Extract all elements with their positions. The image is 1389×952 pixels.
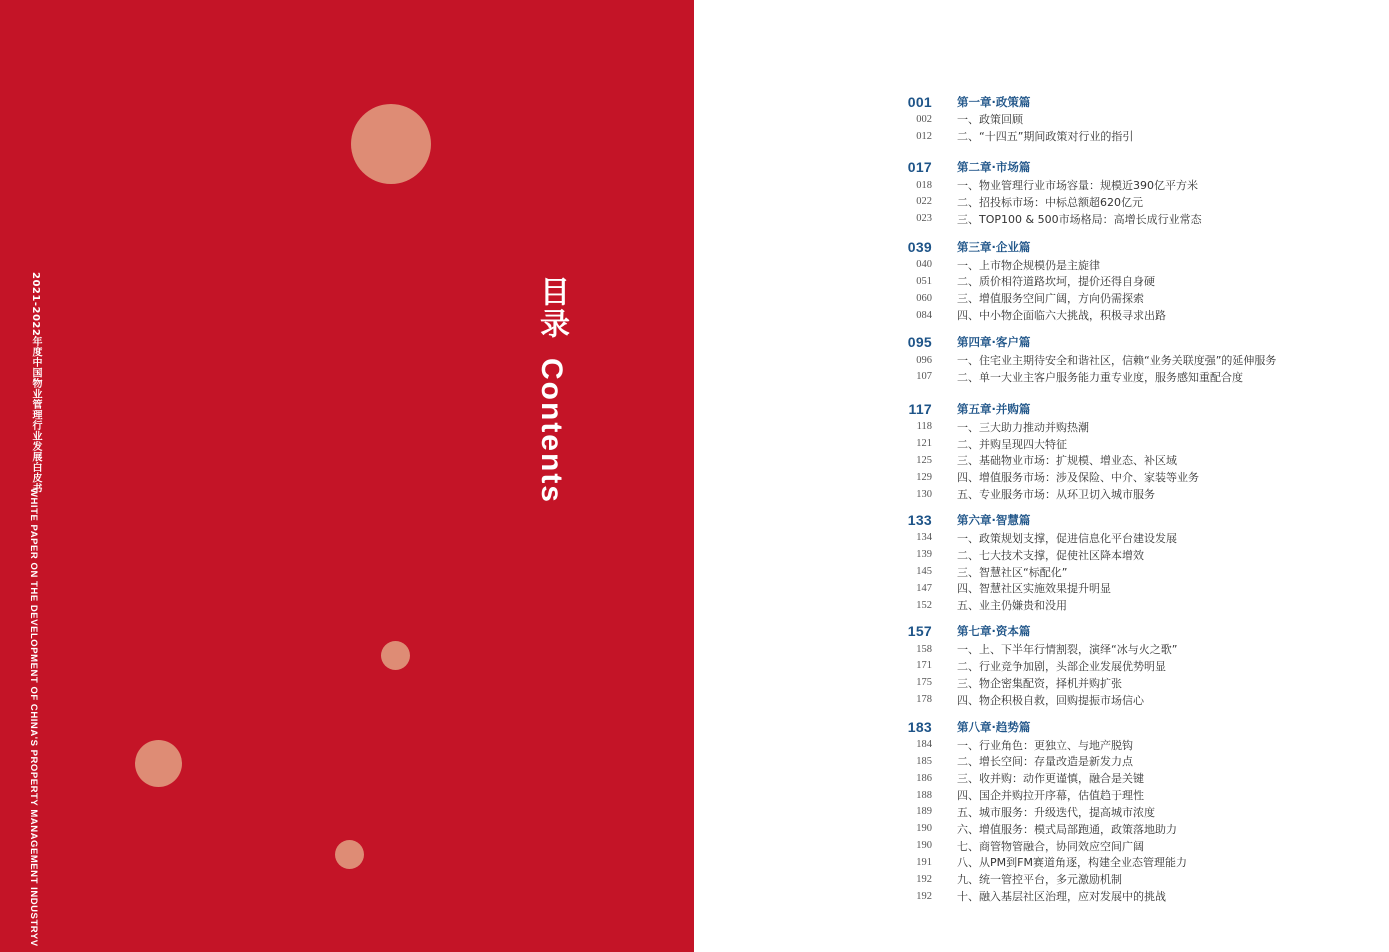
decorative-circle-small-bottom — [335, 840, 364, 869]
toc-chapter — [880, 622, 1360, 708]
entry-title: 二、单一大业主客户服务能力重专业度，服务感知重配合度 — [957, 370, 1243, 384]
entry-page-number: 191 — [916, 856, 932, 868]
entry-page-number: 175 — [916, 677, 932, 689]
toc-chapter — [880, 399, 1360, 502]
toc-entry[interactable] — [880, 128, 1360, 145]
chapter-page-number: 001 — [907, 93, 932, 110]
cover-panel — [0, 0, 694, 952]
entry-title: 六、增值服务：模式局部跑通，政策落地助力 — [957, 822, 1177, 836]
entry-page-number: 152 — [916, 599, 932, 611]
side-title-cn: 2021-2022年度中国物业管理行业发展白皮书 — [30, 272, 41, 494]
entry-title: 五、业主仍嫌贵和没用 — [957, 599, 1067, 613]
entry-title: 五、城市服务：升级迭代，提高城市浓度 — [957, 805, 1155, 819]
toc-entry[interactable] — [880, 736, 1360, 753]
toc-entry[interactable] — [880, 177, 1360, 194]
table-of-contents — [880, 92, 1360, 905]
entry-page-number: 130 — [916, 488, 932, 500]
entry-title: 三、基础物业市场：扩规模、增业态、补区域 — [957, 454, 1177, 468]
toc-entry[interactable] — [880, 803, 1360, 820]
entry-title: 四、增值服务市场：涉及保险、中介、家装等业务 — [957, 471, 1199, 485]
chapter-page-number: 017 — [907, 159, 932, 176]
contents-heading-en: Contents — [535, 358, 568, 504]
entry-title: 一、上、下半年行情割裂，演绎“冰与火之歌” — [957, 643, 1178, 657]
entry-title: 二、“十四五”期间政策对行业的指引 — [957, 130, 1134, 144]
toc-entry[interactable] — [880, 837, 1360, 854]
side-title-en: WHITE PAPER ON THE DEVELOPMENT OF CHINA'S PROPERTY MANAGEMENT INDUSTRYV — [28, 488, 39, 947]
toc-entry[interactable] — [880, 546, 1360, 563]
chapter-page-number: 095 — [907, 334, 932, 351]
toc-entry[interactable] — [880, 641, 1360, 658]
contents-heading — [529, 276, 573, 504]
entry-page-number: 184 — [916, 739, 932, 751]
entry-title: 三、TOP100 & 500市场格局：高增长成行业常态 — [957, 212, 1202, 226]
chapter-title: 第二章·市场篇 — [957, 160, 1031, 175]
entry-page-number: 096 — [916, 354, 932, 366]
entry-title: 七、商管物管融合，协同效应空间广阔 — [957, 839, 1144, 853]
toc-entry[interactable] — [880, 753, 1360, 770]
chapter-heading[interactable] — [880, 622, 1360, 641]
entry-title: 一、行业角色：更独立、与地产脱钩 — [957, 738, 1133, 752]
toc-entry[interactable] — [880, 691, 1360, 708]
toc-entry[interactable] — [880, 352, 1360, 369]
toc-entry[interactable] — [880, 888, 1360, 905]
toc-entry[interactable] — [880, 368, 1360, 385]
toc-entry[interactable] — [880, 210, 1360, 227]
chapter-page-number: 117 — [908, 400, 932, 417]
toc-entry[interactable] — [880, 854, 1360, 871]
toc-entry[interactable] — [880, 290, 1360, 307]
entry-page-number: 118 — [916, 421, 932, 433]
toc-entry[interactable] — [880, 530, 1360, 547]
entry-page-number: 040 — [916, 259, 932, 271]
entry-page-number: 171 — [916, 660, 932, 672]
entry-page-number: 125 — [916, 454, 932, 466]
entry-page-number: 192 — [916, 890, 932, 902]
entry-title: 二、增长空间：存量改造是新发力点 — [957, 755, 1133, 769]
entry-title: 三、收并购：动作更谨慎，融合是关键 — [957, 772, 1144, 786]
entry-title: 一、政策规划支撑，促进信息化平台建设发展 — [957, 531, 1177, 545]
toc-entry[interactable] — [880, 273, 1360, 290]
entry-title: 一、物业管理行业市场容量：规模近390亿平方米 — [957, 179, 1198, 193]
toc-entry[interactable] — [880, 580, 1360, 597]
chapter-title: 第六章·智慧篇 — [957, 513, 1031, 527]
chapter-page-number: 183 — [907, 718, 932, 735]
entry-page-number: 012 — [916, 130, 932, 142]
chapter-title: 第五章·并购篇 — [957, 401, 1031, 416]
entry-title: 九、统一管控平台，多元激励机制 — [957, 873, 1122, 887]
entry-page-number: 051 — [916, 275, 932, 287]
toc-entry[interactable] — [880, 435, 1360, 452]
toc-entry[interactable] — [880, 871, 1360, 888]
entry-page-number: 129 — [916, 471, 932, 483]
entry-title: 二、招投标市场：中标总额超620亿元 — [957, 195, 1143, 209]
entry-title: 二、并购呈现四大特征 — [957, 437, 1067, 451]
entry-page-number: 189 — [916, 806, 932, 818]
entry-title: 四、物企积极自救，回购提振市场信心 — [957, 693, 1144, 707]
entry-page-number: 023 — [916, 213, 932, 225]
entry-title: 四、智慧社区实施效果提升明显 — [957, 582, 1111, 596]
decorative-circle-small — [381, 641, 410, 670]
entry-title: 四、国企并购拉开序幕，估值趋于理性 — [957, 789, 1144, 803]
entry-page-number: 192 — [916, 873, 932, 885]
toc-entry[interactable] — [880, 469, 1360, 486]
toc-entry[interactable] — [880, 658, 1360, 675]
entry-page-number: 084 — [916, 309, 932, 321]
entry-page-number: 178 — [916, 694, 932, 706]
chapter-title: 第三章·企业篇 — [957, 239, 1031, 254]
chapter-heading[interactable] — [880, 92, 1360, 111]
toc-entry[interactable] — [880, 563, 1360, 580]
toc-entry[interactable] — [880, 307, 1360, 324]
entry-page-number: 188 — [916, 789, 932, 801]
entry-title: 二、行业竞争加剧，头部企业发展优势明显 — [957, 659, 1166, 673]
entry-title: 三、物企密集配资，择机并购扩张 — [957, 676, 1122, 690]
entry-title: 一、三大助力推动并购热潮 — [957, 420, 1089, 434]
chapter-page-number: 157 — [907, 623, 932, 640]
toc-entry[interactable] — [880, 770, 1360, 787]
toc-entry[interactable] — [880, 820, 1360, 837]
entry-title: 一、上市物企规模仍是主旋律 — [957, 258, 1100, 272]
entry-page-number: 190 — [916, 823, 932, 835]
entry-title: 三、增值服务空间广阔，方向仍需探索 — [957, 292, 1144, 306]
entry-page-number: 139 — [916, 549, 932, 561]
chapter-title: 第四章·客户篇 — [957, 335, 1031, 350]
entry-title: 四、中小物企面临六大挑战，积极寻求出路 — [957, 309, 1166, 323]
toc-entry[interactable] — [880, 674, 1360, 691]
entry-title: 一、政策回顾 — [957, 113, 1023, 127]
entry-page-number: 121 — [916, 438, 932, 450]
entry-page-number: 185 — [916, 755, 932, 767]
chapter-heading[interactable] — [880, 717, 1360, 736]
entry-title: 一、住宅业主期待安全和谐社区，信赖“业务关联度强”的延伸服务 — [957, 354, 1277, 368]
entry-page-number: 107 — [916, 371, 932, 383]
chapter-title: 第一章·政策篇 — [957, 94, 1031, 109]
toc-entry[interactable] — [880, 787, 1360, 804]
toc-entry[interactable] — [880, 486, 1360, 503]
chapter-page-number: 039 — [907, 238, 932, 255]
entry-title: 五、专业服务市场：从环卫切入城市服务 — [957, 488, 1155, 502]
entry-page-number: 186 — [916, 772, 932, 784]
toc-chapter — [880, 717, 1360, 904]
chapter-heading[interactable] — [880, 158, 1360, 177]
entry-title: 八、从PM到FM赛道角逐，构建全业态管理能力 — [957, 856, 1187, 870]
entry-page-number: 018 — [916, 179, 932, 191]
chapter-heading[interactable] — [880, 399, 1360, 418]
entry-page-number: 147 — [916, 582, 932, 594]
toc-entry[interactable] — [880, 256, 1360, 273]
entry-page-number: 022 — [916, 196, 932, 208]
toc-chapter — [880, 511, 1360, 614]
entry-title: 三、智慧社区“标配化” — [957, 565, 1068, 579]
chapter-page-number: 133 — [907, 512, 932, 528]
decorative-circle-large — [351, 104, 431, 184]
entry-page-number: 060 — [916, 292, 932, 304]
entry-page-number: 145 — [916, 566, 932, 578]
toc-entry[interactable] — [880, 418, 1360, 435]
toc-chapter — [880, 92, 1360, 145]
toc-entry[interactable] — [880, 452, 1360, 469]
entry-title: 二、质价相符道路坎坷，提价还得自身硬 — [957, 275, 1155, 289]
chapter-title: 第八章·趋势篇 — [957, 719, 1031, 734]
entry-title: 二、七大技术支撑，促使社区降本增效 — [957, 548, 1144, 562]
toc-chapter — [880, 237, 1360, 323]
toc-chapter — [880, 333, 1360, 386]
contents-heading-cn: 目录 — [535, 276, 568, 340]
decorative-circle-medium — [135, 740, 182, 787]
entry-page-number: 190 — [916, 840, 932, 852]
entry-page-number: 158 — [916, 643, 932, 655]
chapter-heading[interactable] — [880, 237, 1360, 256]
toc-entry[interactable] — [880, 111, 1360, 128]
entry-title: 十、融入基层社区治理，应对发展中的挑战 — [957, 890, 1166, 904]
chapter-heading[interactable] — [880, 511, 1360, 530]
toc-entry[interactable] — [880, 194, 1360, 211]
chapter-heading[interactable] — [880, 333, 1360, 352]
entry-page-number: 134 — [916, 532, 932, 544]
chapter-title: 第七章·资本篇 — [957, 624, 1031, 639]
entry-page-number: 002 — [916, 113, 932, 125]
toc-entry[interactable] — [880, 597, 1360, 614]
toc-chapter — [880, 158, 1360, 228]
